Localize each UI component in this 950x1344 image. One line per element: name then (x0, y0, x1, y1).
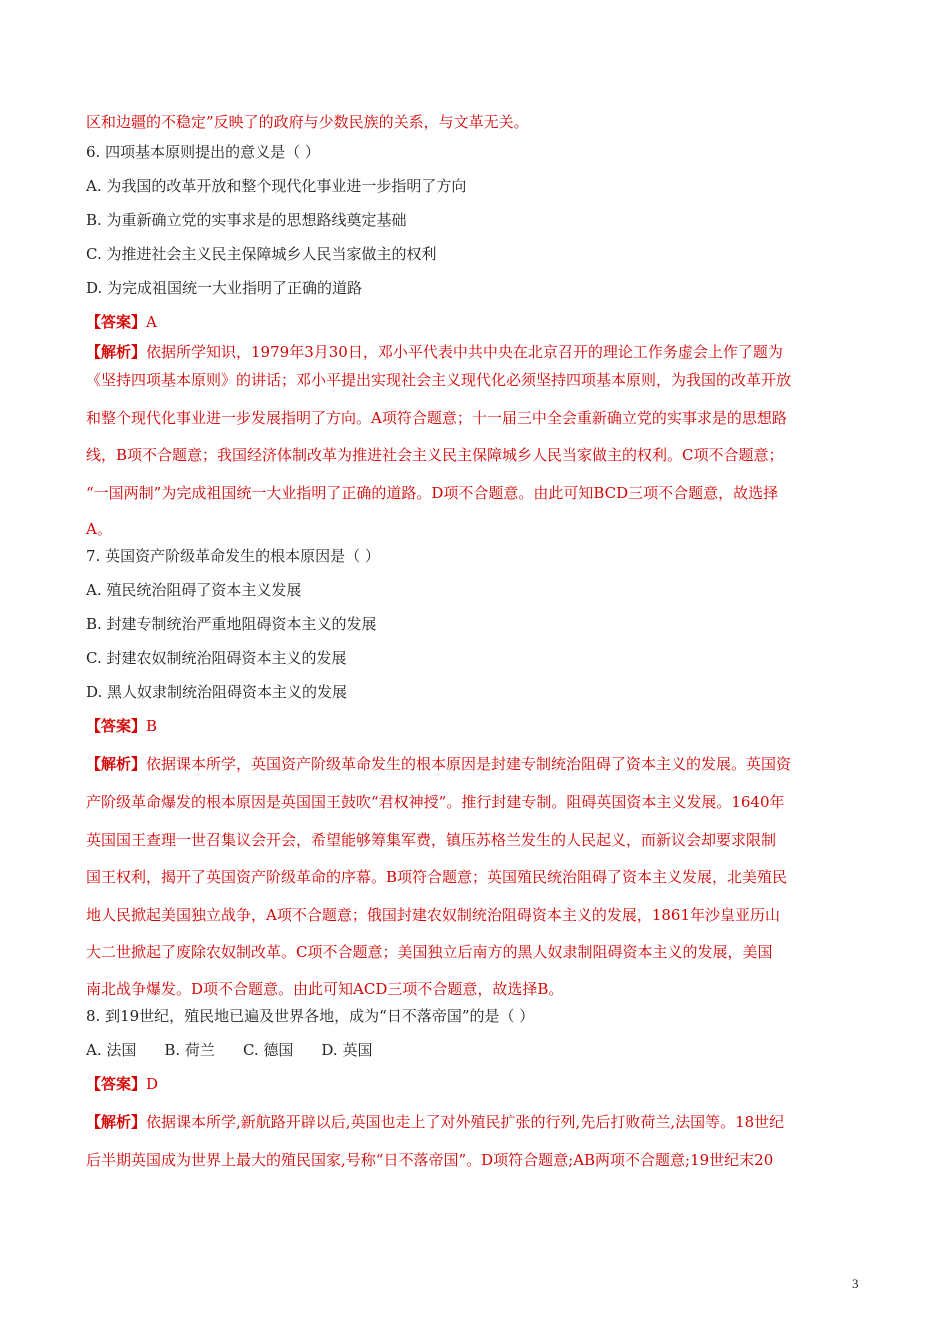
q8-explanation-label: 【解析】 (86, 1112, 147, 1131)
q6-option-d: D. 为完成祖国统一大业指明了正确的道路 (86, 279, 363, 297)
q8-exp-line: 后半期英国成为世界上最大的殖民国家,号称“日不落帝国”。D项符合题意;AB两项不合题意;19世纪末20 (86, 1150, 774, 1169)
q8-option-a: A. 法国 (86, 1040, 137, 1059)
page-number: 3 (852, 1276, 859, 1291)
q8-option-d: D. 英国 (321, 1040, 373, 1059)
q7-exp-line: 国王权利，揭开了英国资产阶级革命的序幕。B项符合题意；英国殖民统治阻碍了资本主义发展，北美殖民 (86, 868, 788, 887)
q6-exp-line: 《坚持四项基本原则》的讲话；邓小平提出实现社会主义现代化必须坚持四项基本原则，为我国的改革开放 (86, 371, 792, 389)
q7-exp-line: 依据课本所学，英国资产阶级革命发生的根本原因是封建专制统治阻碍了资本主义的发展。英国资 (146, 755, 792, 774)
q6-answer (86, 312, 868, 342)
intro-tail-text: 区和边疆的不稳定”反映了的政府与少数民族的关系，与文革无关。 (86, 113, 529, 131)
q7-answer-label: 【答案】 (86, 717, 147, 736)
q6-option-c: C. 为推进社会主义民主保障城乡人民当家做主的权利 (86, 245, 437, 263)
q7-stem: 7. 英国资产阶级革命发生的根本原因是（ ） (86, 547, 380, 566)
q6-stem: 6. 四项基本原则提出的意义是（ ） (86, 143, 320, 161)
q6-exp-line: 线，B项不合题意；我国经济体制改革为推进社会主义民主保障城乡人民当家做主的权利。C项不合题意； (86, 446, 784, 465)
q7-answer (86, 716, 868, 746)
q8-explanation (86, 1104, 868, 1179)
q6-exp-line: A。 (86, 520, 112, 539)
q7-exp-line: 产阶级革命爆发的根本原因是英国国王鼓吹“君权神授”。推行封建专制。阻碍英国资本主义发展。1640年 (86, 792, 785, 811)
q6-exp-line: “一国两制”为完成祖国统一大业指明了正确的道路。D项不合题意。由此可知BCD三项不合题意，故选择 (86, 483, 779, 502)
q6-option-a: A. 为我国的改革开放和整个现代化事业进一步指明了方向 (86, 177, 467, 195)
q8-answer-label: 【答案】 (86, 1074, 147, 1093)
q7-explanation-label: 【解析】 (86, 755, 147, 774)
q6-exp-line: 依据所学知识，1979年3月30日，邓小平代表中共中央在北京召开的理论工作务虚会上作了题为 (146, 343, 783, 361)
q8-options (86, 1040, 868, 1074)
q7-answer-value: B (146, 717, 158, 736)
q7-exp-line: 大二世掀起了废除农奴制改革。C项不合题意；美国独立后南方的黑人奴隶制阻碍资本主义的发展，美国 (86, 943, 773, 962)
q7-option-b: B. 封建专制统治严重地阻碍资本主义的发展 (86, 615, 377, 634)
q7-exp-line: 地人民掀起美国独立战争，A项不合题意；俄国封建农奴制统治阻碍资本主义的发展，1861年沙皇亚历山 (86, 905, 781, 924)
q6-explanation (86, 342, 868, 546)
q6-answer-label: 【答案】 (86, 313, 147, 331)
q7-option-d: D. 黑人奴隶制统治阻碍资本主义的发展 (86, 683, 348, 702)
q8-option-c: C. 德国 (242, 1040, 294, 1059)
q8-stem: 8. 到19世纪，殖民地已遍及世界各地，成为“日不落帝国”的是（ ） (86, 1006, 535, 1025)
q6-exp-line: 和整个现代化事业进一步发展指明了方向。A项符合题意；十一届三中全会重新确立党的实事求是的思想路 (86, 408, 787, 427)
q7-option-c: C. 封建农奴制统治阻碍资本主义的发展 (86, 649, 347, 668)
q7-option-a: A. 殖民统治阻碍了资本主义发展 (86, 581, 302, 600)
q6-answer-value: A (146, 313, 157, 331)
q6-explanation-label: 【解析】 (86, 343, 147, 361)
q8-answer (86, 1074, 868, 1104)
q8-exp-line: 依据课本所学,新航路开辟以后,英国也走上了对外殖民扩张的行列,先后打败荷兰,法国等。18世纪 (146, 1112, 785, 1131)
q6-option-b: B. 为重新确立党的实事求是的思想路线奠定基础 (86, 211, 407, 229)
q7-exp-line: 英国国王查理一世召集议会开会，希望能够筹集军费，镇压苏格兰发生的人民起义，而新议会却要求限制 (86, 830, 777, 849)
q8-option-b: B. 荷兰 (164, 1040, 215, 1059)
q7-exp-line: 南北战争爆发。D项不合题意。由此可知ACD三项不合题意，故选择B。 (86, 979, 564, 998)
q7-explanation (86, 746, 868, 1006)
document-page (86, 112, 868, 1179)
q8-answer-value: D (146, 1074, 159, 1093)
